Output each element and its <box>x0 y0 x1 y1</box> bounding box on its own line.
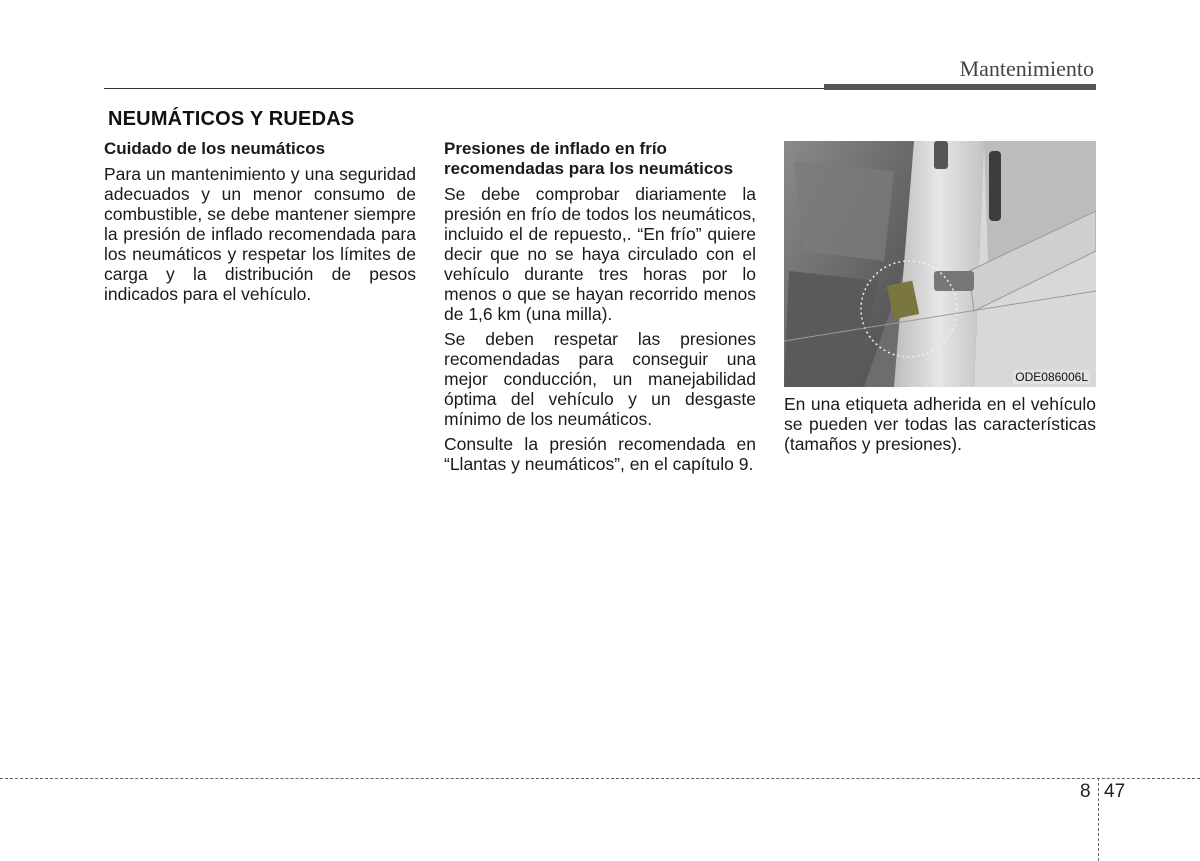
cold-pressures-heading: Presiones de inflado en frío recomendadas para los neumáticos <box>444 139 734 178</box>
door-pillar-label-figure <box>784 141 1096 387</box>
column-tire-care <box>104 139 416 309</box>
tire-care-heading: Cuidado de los neumáticos <box>104 139 326 158</box>
chapter-title: Mantenimiento <box>959 56 1094 81</box>
cold-pressures-paragraph-3: Consulte la presión recomendada en “Llantas y neumáticos”, en el capítulo 9. <box>444 434 756 474</box>
cold-pressures-paragraph-1: Se debe comprobar diariamente la presión en frío de todos los neumáticos, incluido el de repuesto,. “En frío” quiere decir que no se haya circulado con el vehículo durante tres horas por lo menos o que se hayan recorrido menos de 1,6 km (una milla). <box>444 184 756 324</box>
column-cold-pressures <box>444 139 756 479</box>
footer-vertical-divider <box>1098 778 1099 861</box>
tire-care-paragraph: Para un mantenimiento y una seguridad adecuados y un menor consumo de combustible, se debe mantener siempre la presión de inflado recomendada para los neumáticos y respetar los límites de carga y la distribución de pesos indicados para el vehículo. <box>104 164 416 304</box>
figure-code: ODE086006L <box>1015 370 1088 384</box>
chapter-number: 8 <box>1080 781 1091 802</box>
footer-divider <box>0 778 1200 779</box>
cold-pressures-paragraph-2: Se deben respetar las presiones recomendadas para conseguir una mejor conducción, un manejabilidad óptima del vehículo y un desgaste mínimo de los neumáticos. <box>444 329 756 429</box>
header-rule-accent <box>824 84 1096 90</box>
column-label-info <box>784 394 1096 459</box>
door-pillar-illustration <box>784 141 1096 387</box>
label-info-paragraph: En una etiqueta adherida en el vehículo se pueden ver todas las características (tamaños y presiones). <box>784 394 1096 454</box>
section-title: NEUMÁTICOS Y RUEDAS <box>108 108 355 130</box>
page-number: 47 <box>1104 781 1126 802</box>
